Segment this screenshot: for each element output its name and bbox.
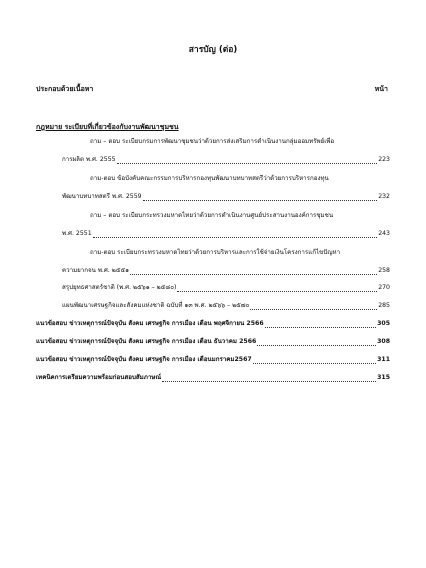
toc-entry-line2: พัฒนาบทบาทสตรี พ.ศ. 2559 xyxy=(62,193,142,200)
dot-leader xyxy=(93,231,378,238)
toc-page-number: 223 xyxy=(378,156,390,163)
toc-page-number: 258 xyxy=(378,267,390,274)
toc-page-number: 308 xyxy=(377,338,390,345)
toc-entry-line2: พ.ศ. 2551 xyxy=(62,230,92,237)
toc-entry-text: เทคนิคการเตรียมความพร้อมก่อนสอบสัมภาษณ์ xyxy=(36,374,162,381)
toc-entry-line1: ถาม – ตอบ ระเบียบกรมการพัฒนาชุมชนว่าด้วยการส่งเสริมการดำเนินงานกลุ่มออมทรัพย์เพื่อ xyxy=(90,138,335,145)
dot-leader xyxy=(143,194,378,201)
toc-page-number: 285 xyxy=(378,302,390,309)
section-heading: กฎหมาย ระเบียบที่เกี่ยวข้องกับงานพัฒนาชุมชน xyxy=(36,123,179,131)
toc-page-number: 243 xyxy=(378,230,390,237)
toc-entry xyxy=(62,229,390,238)
dot-leader xyxy=(250,303,377,310)
toc-entry-bold xyxy=(36,319,390,328)
toc-entry-bold xyxy=(36,355,390,364)
toc-entry xyxy=(62,301,390,310)
toc-entry-line1: ถาม-ตอบ ระเบียบกระทรวงมหาดไทยว่าด้วยการบริหารและการใช้จ่ายเงินโครงการแก้ไขปัญหา xyxy=(90,249,341,256)
toc-entry-bold xyxy=(36,373,390,382)
dot-leader xyxy=(117,157,378,164)
toc-entry xyxy=(62,283,390,292)
toc-entry-bold xyxy=(36,337,390,346)
toc-entry-text: แนวข้อสอบ ข่าวเหตุการณ์ปัจจุบัน สังคม เศรษฐกิจ การเมือง เดือน ธันวาคม 2566 xyxy=(36,338,257,345)
toc-entry xyxy=(62,155,390,164)
contents-header: ประกอบด้วยเนื้อหา xyxy=(36,85,94,93)
dot-leader xyxy=(130,268,377,275)
toc-page-number: 232 xyxy=(378,193,390,200)
toc-page-number: 270 xyxy=(378,284,390,291)
toc-entry-text: สรุปยุทธศาสตร์ชาติ (พ.ศ. ๒๕๖๑ – ๒๕๘๐) xyxy=(62,284,177,291)
toc-entry-line2: การผลิต พ.ศ. 2555 xyxy=(62,156,116,163)
page-title: สารบัญ (ต่อ) xyxy=(188,45,238,55)
dot-leader xyxy=(253,357,376,364)
toc-entry-line2: ความยากจน พ.ศ. ๒๕๕๑ xyxy=(62,267,130,274)
toc-entry xyxy=(62,192,390,201)
toc-entry xyxy=(62,266,390,275)
toc-entry-line1: ถาม-ตอบ ข้อบังคับคณะกรรมการบริหารกองทุนพัฒนาบทบาทสตรีว่าด้วยการบริหารกองทุน xyxy=(90,175,329,182)
dot-leader xyxy=(257,339,376,346)
toc-entry-text: แนวข้อสอบ ข่าวเหตุการณ์ปัจจุบัน สังคม เศรษฐกิจ การเมือง เดือน พฤศจิกายน 2566 xyxy=(36,320,264,327)
dot-leader xyxy=(162,375,376,382)
toc-entry-text: แนวข้อสอบ ข่าวเหตุการณ์ปัจจุบัน สังคม เศรษฐกิจ การเมือง เดือนมกราคม2567 xyxy=(36,356,252,363)
toc-entry-line1: ถาม – ตอบ ระเบียบกระทรวงมหาดไทยว่าด้วยการดำเนินงานศูนย์ประสานงานองค์การชุมชน xyxy=(90,212,334,219)
toc-entry-text: แผนพัฒนาเศรษฐกิจและสังคมแห่งชาติ ฉบับที่ ๑๓ พ.ศ. ๒๕๖๖ – ๒๕๗๐ xyxy=(62,302,250,309)
toc-page-number: 305 xyxy=(377,320,390,327)
page-column-header: หน้า xyxy=(374,85,388,93)
toc-page-number: 315 xyxy=(377,374,390,381)
dot-leader xyxy=(265,321,376,328)
dot-leader xyxy=(177,285,377,292)
toc-page-number: 311 xyxy=(377,356,390,363)
